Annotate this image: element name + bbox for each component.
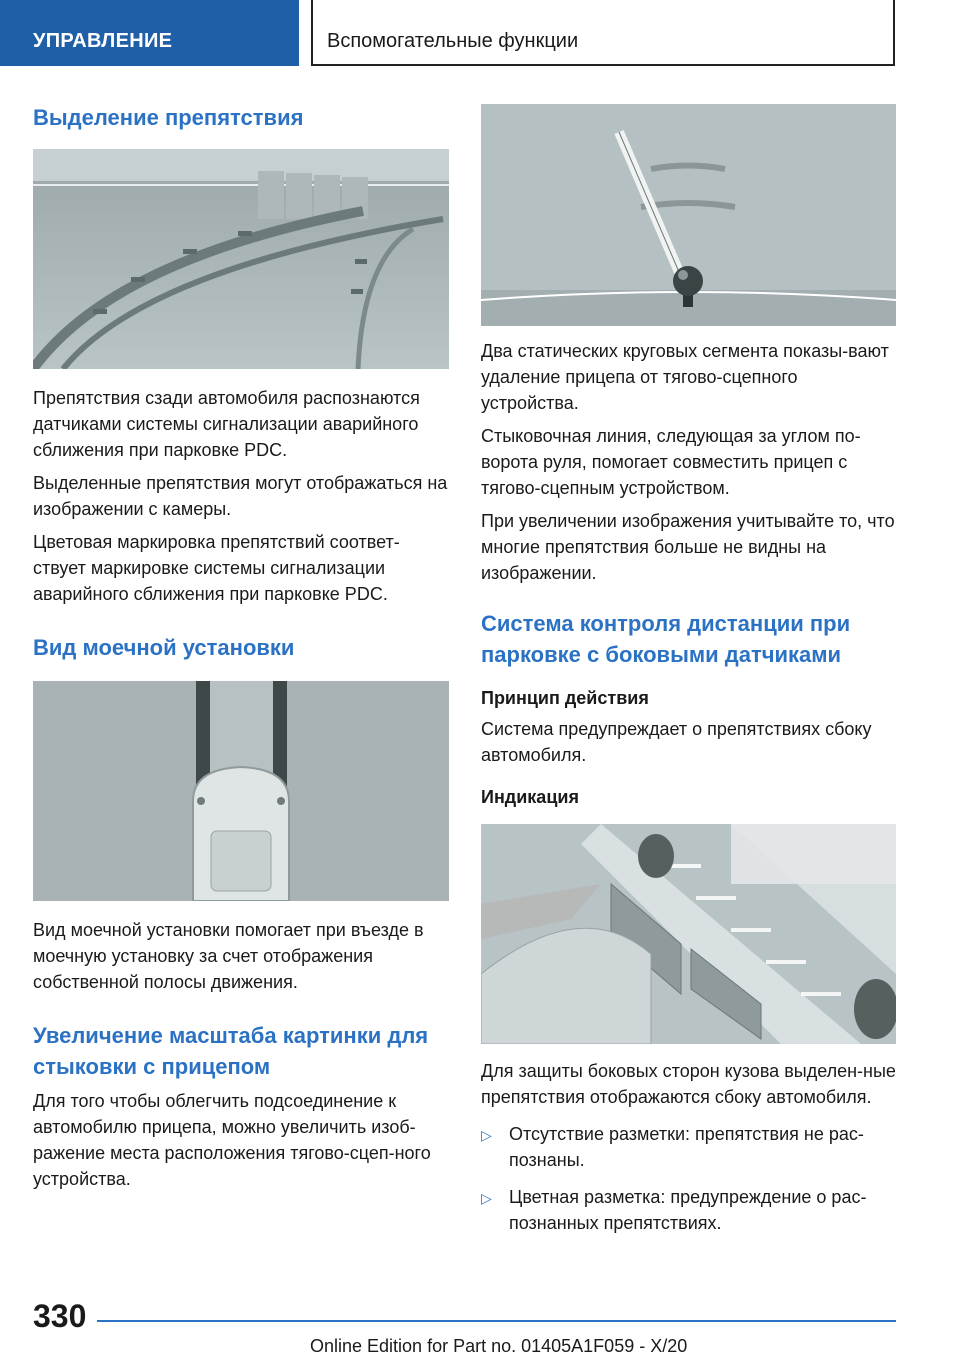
list-item [481,1184,896,1236]
section-tab: УПРАВЛЕНИЕ [0,0,299,66]
page-title: Вспомогательные функции [311,0,895,66]
indication-heading: Индикация [481,787,579,807]
indication-paragraph: Для защиты боковых сторон кузова выделен-ные препятствия отображаются сбоку автомобиля. [481,1061,896,1107]
obstacle-heading: Выделение препятствия [33,105,304,130]
obstacle-paragraph-1: Препятствия сзади автомобиля распознаются датчиками системы сигнализации аварийного сближения при парковке PDC. [33,388,420,460]
right-column [481,100,896,1236]
wash-heading: Вид моечной установки [33,635,295,660]
bullet-text-no-marking: Отсутствие разметки: препятствия не рас-познаны. [509,1124,864,1170]
principle-heading: Принцип действия [481,688,649,708]
bullet-text-colored-marking: Цветная разметка: предупреждение о рас-познанных препятствиях. [509,1187,867,1233]
page-number: 330 [33,1298,87,1334]
wash-view-image [33,681,449,901]
obstacle-paragraph-3: Цветовая маркировка препятствий соответ-ствует маркировке системы сигнализации аварийного сближения при парковке PDC. [33,532,400,604]
zoom-heading: Увеличение масштаба картинки для стыковки с прицепом [33,1023,429,1079]
hitch-paragraph-3: При увеличении изображения учитывайте то, что многие препятствия больше не видны на изображении. [481,511,895,583]
trailer-hitch-image [481,104,896,326]
triangle-bullet-icon: ▷ [481,1127,492,1143]
left-column [33,100,449,1192]
principle-paragraph: Система предупреждает о препятствиях сбоку автомобиля. [481,719,872,765]
wash-paragraph: Вид моечной установки помогает при въезде в моечную установку за счет отображения собственной полосы движения. [33,920,424,992]
list-item [481,1121,896,1173]
obstacle-camera-image [33,149,449,369]
hitch-paragraph-1: Два статических круговых сегмента показы-вают удаление прицепа от тягово-сцепного устройства. [481,341,889,413]
obstacle-paragraph-2: Выделенные препятствия могут отображаться на изображении с камеры. [33,473,448,519]
side-sensors-heading: Система контроля дистанции при парковке с боковыми датчиками [481,611,851,667]
triangle-bullet-icon: ▷ [481,1190,492,1206]
hitch-paragraph-2: Стыковочная линия, следующая за углом по-ворота руля, помогает совместить прицеп с тягово-сцепным устройством. [481,426,861,498]
zoom-paragraph: Для того чтобы облегчить подсоединение к автомобилю прицепа, можно увеличить изоб-ражение места расположения тягово-сцеп-ного устройства. [33,1091,431,1189]
footer-edition: Online Edition for Part no. 01405A1F059 - X/20 [310,1336,688,1356]
side-obstacle-image [481,824,896,1044]
footer-divider [97,1320,896,1322]
